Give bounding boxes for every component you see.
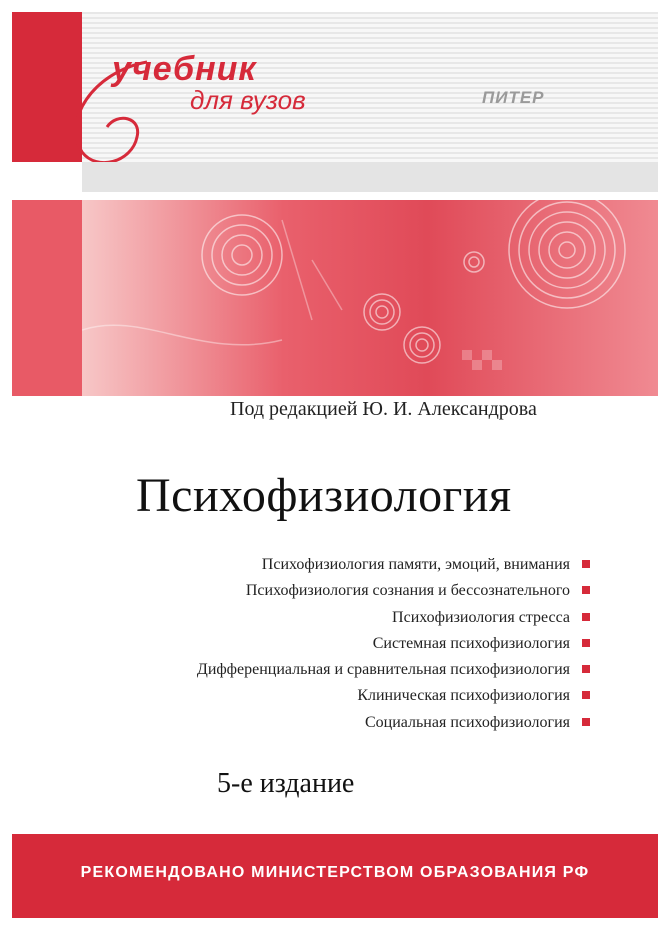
series-line-1: учебник: [112, 50, 257, 88]
bullet-square-icon: [582, 613, 590, 621]
topic-label: Психофизиология памяти, эмоций, внимания: [261, 556, 570, 573]
topic-item: [197, 683, 590, 709]
topic-item: [197, 552, 590, 578]
topic-label: Системная психофизиология: [372, 634, 570, 652]
bullet-square-icon: [582, 718, 590, 726]
topic-item: [197, 605, 590, 631]
bullet-square-icon: [582, 560, 590, 568]
series-line-2: для вузов: [190, 85, 306, 115]
concentric-circles-icon: [82, 200, 658, 396]
topic-label: Дифференциальная и сравнительная психофизиология: [196, 661, 570, 679]
banner-text: РЕКОМЕНДОВАНО МИНИСТЕРСТВОМ ОБРАЗОВАНИЯ РФ: [80, 864, 590, 881]
bullet-square-icon: [582, 639, 590, 647]
topic-item: [197, 631, 590, 657]
cover-artwork: [82, 200, 658, 396]
bullet-square-icon: [582, 691, 590, 699]
recommendation-banner: [12, 834, 658, 918]
editor-line: Под редакцией Ю. И. Александрова: [230, 398, 537, 420]
book-title: Психофизиология: [136, 469, 512, 522]
bullet-square-icon: [582, 665, 590, 673]
spine-artwork: [12, 200, 82, 396]
topic-label: Психофизиология сознания и бессознательного: [245, 582, 570, 600]
topic-item: [197, 657, 590, 683]
grey-band: [82, 162, 658, 192]
topic-item: [197, 710, 590, 736]
topic-label: Клиническая психофизиология: [357, 687, 570, 705]
topic-item: [197, 578, 590, 604]
topics-list: [197, 552, 590, 736]
book-cover: [12, 12, 658, 918]
edition-label: 5-е издание: [217, 768, 355, 799]
topic-label: Социальная психофизиология: [364, 713, 570, 731]
publisher-logo: ПИТЕР: [482, 88, 545, 107]
topic-label: Психофизиология стресса: [392, 608, 570, 626]
bullet-square-icon: [582, 586, 590, 594]
